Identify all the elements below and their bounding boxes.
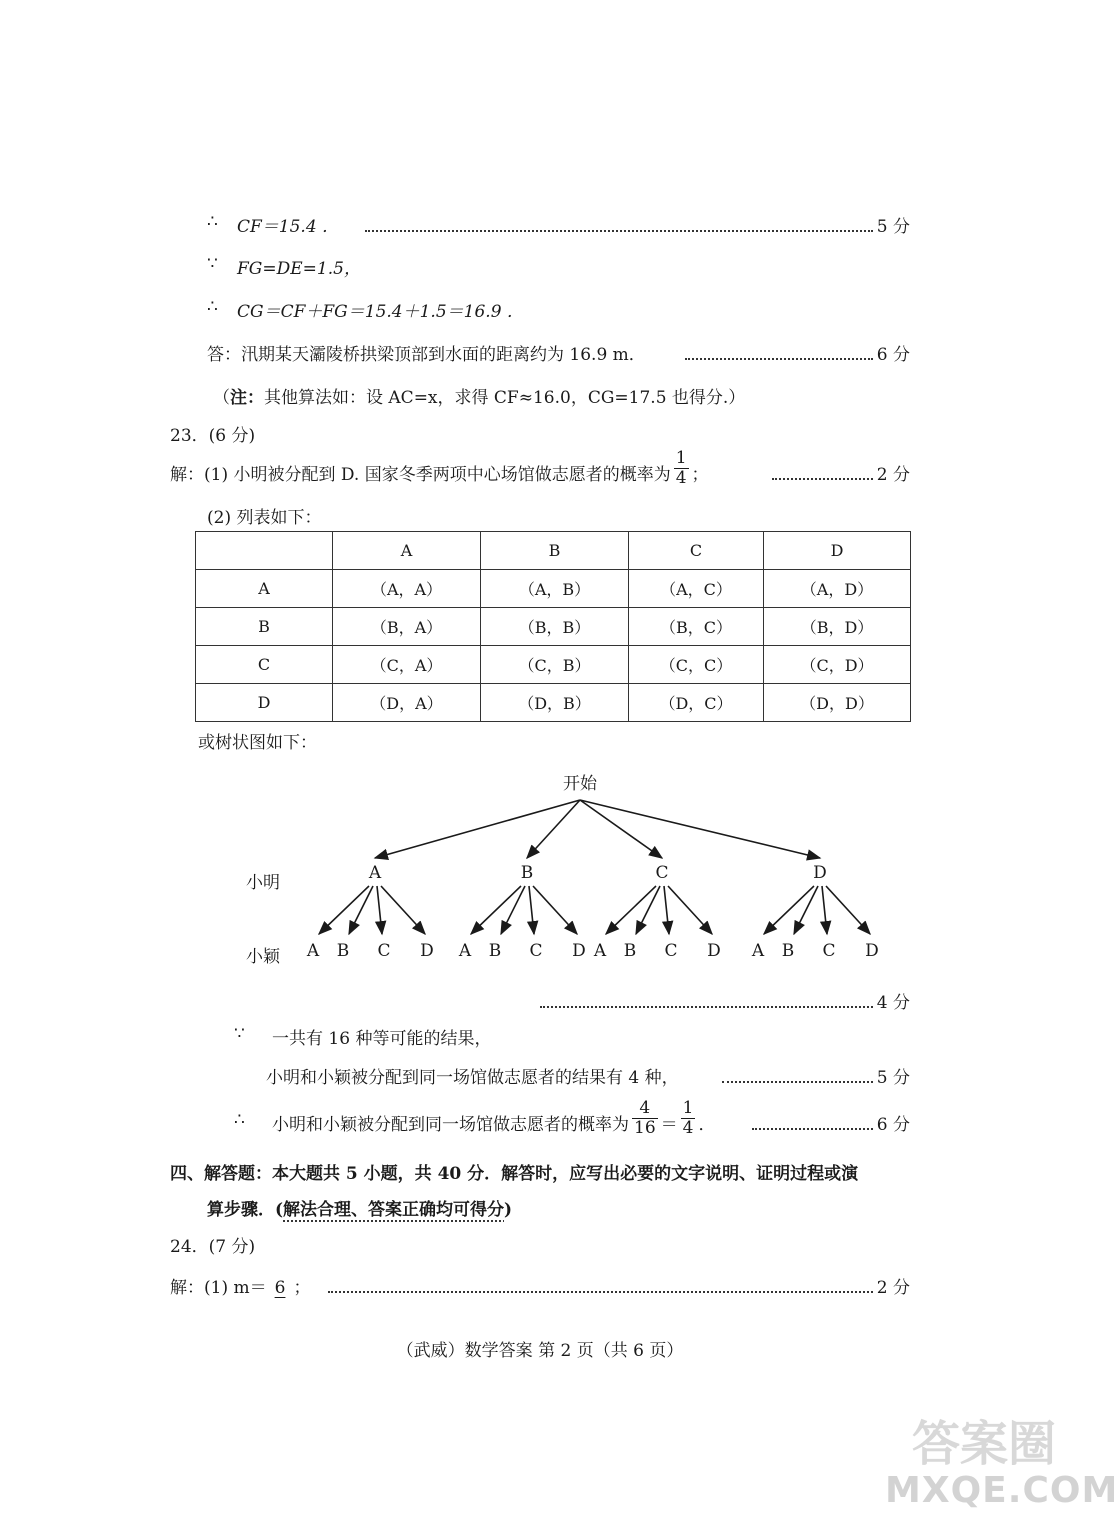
conclusion-3 [0, 1098, 1080, 1140]
table-cell: （A，B） [481, 570, 629, 608]
q23-header [0, 421, 1080, 451]
score-label: 5 分 [876, 1068, 910, 1088]
emphasis-text: 解法合理、答案正确均可得分 [283, 1200, 505, 1220]
tree-node-xiaoying-cb: B [623, 941, 637, 961]
tree-node-xiaoying-ab: B [336, 941, 350, 961]
q23-part1 [0, 448, 1080, 490]
conclusion-2 [0, 1063, 1080, 1093]
question-number: 23．(6 分) [170, 426, 256, 446]
tree-node-xiaoying-bc: C [529, 941, 543, 961]
table-cell: （D，A） [333, 684, 481, 722]
table-cell: （C，C） [629, 646, 764, 684]
table-cell: （B，B） [481, 608, 629, 646]
table-cell: A [196, 570, 333, 608]
tree-label: 或树状图如下： [198, 733, 317, 753]
table-cell: （D，B） [481, 684, 629, 722]
tree-node-xiaoming-a: A [368, 863, 382, 883]
table-cell: （C，B） [481, 646, 629, 684]
fg-equation: FG=DE=1.5， [237, 259, 361, 279]
table-row [196, 570, 911, 608]
tree-score-line [0, 988, 1080, 1018]
tree-nodes [306, 863, 879, 961]
tree-edge-root-d [580, 800, 820, 858]
part4-heading-2 [0, 1195, 1080, 1225]
conclusion-text: 小明和小颖被分配到同一场馆做志愿者的结果有 4 种， [266, 1068, 679, 1088]
question-number: 24．(7 分) [170, 1237, 256, 1257]
note-text: 其他算法如：设 AC=x，求得 CF≈16.0，CG=17.5 也得分.） [264, 388, 746, 408]
table-cell: （D，D） [764, 684, 911, 722]
table-cell: （B，A） [333, 608, 481, 646]
tree-node-xiaoying-da: A [751, 941, 765, 961]
table-cell: D [196, 684, 333, 722]
tree-node-xiaoying-ad: D [420, 941, 434, 961]
q24-part1 [0, 1273, 1080, 1303]
part2-label: (2) 列表如下： [207, 508, 322, 528]
conclusion-1 [0, 1024, 1080, 1054]
note-paren: （注：其他算法如：设 AC=x，求得 CF≈16.0，CG=17.5 也得分.） [213, 388, 746, 408]
score-leader [722, 1081, 873, 1083]
tree-edge-b-d [533, 886, 577, 934]
therefore-symbol: ∴ [234, 1110, 245, 1130]
conclusion-text: 一共有 16 种等可能的结果， [272, 1029, 492, 1049]
tree-edge-a-d [381, 886, 425, 934]
score-leader [752, 1128, 873, 1130]
score-leader [772, 478, 873, 480]
note-label: 注： [230, 388, 264, 408]
table-header-cell: A [333, 532, 481, 570]
fraction: $\frac{1}{4}$ [675, 448, 687, 488]
note-line [0, 383, 1080, 413]
line-cg [0, 297, 1080, 327]
watermark-url: MXQE.COM [885, 1470, 1118, 1511]
tree-edge-d-c [822, 886, 827, 934]
score-leader [540, 1006, 873, 1008]
watermark-logo: 答案圈 [912, 1416, 1057, 1472]
score-leader [328, 1291, 873, 1293]
table-header-cell: D [764, 532, 911, 570]
tree-edge-b-c [529, 886, 534, 934]
tree-edge-c-c [664, 886, 669, 934]
score-label: 2 分 [876, 1278, 910, 1298]
table-cell: （C，D） [764, 646, 911, 684]
table-cell: B [196, 608, 333, 646]
table-cell: （A，C） [629, 570, 764, 608]
answer-text: 答：汛期某天灞陵桥拱梁顶部到水面的距离约为 16.9 m． [207, 345, 646, 365]
q24-header [0, 1232, 1080, 1262]
cg-equation: CG＝CF＋FG＝15.4＋1.5＝16.9 ． [237, 302, 524, 322]
conclusion-text: 小明和小颖被分配到同一场馆做志愿者的概率为 $\frac{4}{16}$ ＝ $\frac{1}{4}$ ． [272, 1098, 716, 1138]
because-symbol: ∵ [234, 1024, 245, 1044]
table-row [196, 646, 911, 684]
part1-text: 解：(1) 小明被分配到 D. 国家冬季两项中心场馆做志愿者的概率为 $\frac{1}{4}$ ； [170, 448, 709, 488]
cf-equation: CF＝15.4 ． [237, 217, 340, 237]
tree-node-xiaoying-ba: A [458, 941, 472, 961]
score-label: 6 分 [876, 1115, 910, 1135]
tree-diagram [0, 760, 1080, 975]
tree-node-xiaoming-d: D [813, 863, 827, 883]
tree-edge-root-a [375, 800, 580, 858]
q23-part2-label [0, 503, 1080, 533]
tree-node-xiaoying-dd: D [865, 941, 879, 961]
tree-node-xiaoying-bb: B [488, 941, 502, 961]
tree-edge-root-b [527, 800, 580, 858]
table-row [196, 608, 911, 646]
tree-node-xiaoying-ac: C [377, 941, 391, 961]
table-cell: （D，C） [629, 684, 764, 722]
line-cf [0, 212, 1080, 242]
tree-node-xiaoying-db: B [781, 941, 795, 961]
score-label: 5 分 [876, 217, 910, 237]
table-cell: （A，A） [333, 570, 481, 608]
tree-label-line [0, 728, 1080, 758]
tree-node-xiaoying-bd: D [572, 941, 586, 961]
page-footer: （武威）数学答案 第 2 页（共 6 页） [396, 1341, 684, 1361]
score-leader [685, 358, 873, 360]
fraction: $\frac{4}{16}$ [634, 1098, 656, 1138]
table-header-cell: C [629, 532, 764, 570]
outcome-table [195, 531, 911, 722]
tree-edge-root-c [580, 800, 662, 858]
answer-blank: 6 [274, 1278, 286, 1298]
tree-edges [319, 800, 870, 934]
part4-heading-1 [0, 1159, 1080, 1189]
table-cell: （B，D） [764, 608, 911, 646]
tree-level2-label: 小颖 [246, 947, 280, 967]
tree-node-xiaoying-cc: C [664, 941, 678, 961]
table-row [196, 684, 911, 722]
tree-edge-c-d [668, 886, 712, 934]
table-cell: （A，D） [764, 570, 911, 608]
table-header-cell [196, 532, 333, 570]
line-answer [0, 340, 1080, 370]
score-label: 4 分 [876, 993, 910, 1013]
tree-node-xiaoying-aa: A [306, 941, 320, 961]
section-heading: 四、解答题：本大题共 5 小题，共 40 分．解答时，应写出必要的文字说明、证明过程或演 [170, 1164, 859, 1184]
tree-root: 开始 [563, 774, 597, 794]
tree-node-xiaoying-cd: D [707, 941, 721, 961]
tree-edge-a-c [377, 886, 382, 934]
fraction: $\frac{1}{4}$ [682, 1098, 694, 1138]
score-leader [365, 230, 873, 232]
because-symbol: ∵ [207, 254, 218, 274]
table-cell: （C，A） [333, 646, 481, 684]
section-heading-cont: 算步骤．(解法合理、答案正确均可得分) [207, 1200, 513, 1220]
table-cell: （B，C） [629, 608, 764, 646]
therefore-symbol: ∴ [207, 212, 218, 232]
therefore-symbol: ∴ [207, 297, 218, 317]
table-cell: C [196, 646, 333, 684]
tree-level1-label: 小明 [246, 873, 280, 893]
tree-node-xiaoming-b: B [520, 863, 534, 883]
tree-node-xiaoying-ca: A [593, 941, 607, 961]
tree-node-xiaoming-c: C [655, 863, 669, 883]
score-label: 2 分 [876, 465, 910, 485]
score-label: 6 分 [876, 345, 910, 365]
table-header-cell: B [481, 532, 629, 570]
tree-node-xiaoying-dc: C [822, 941, 836, 961]
table-header-row [196, 532, 911, 570]
tree-edge-d-d [826, 886, 870, 934]
q24-answer-line: 解：(1) m＝ 6 ； [170, 1278, 311, 1298]
line-fg [0, 254, 1080, 284]
